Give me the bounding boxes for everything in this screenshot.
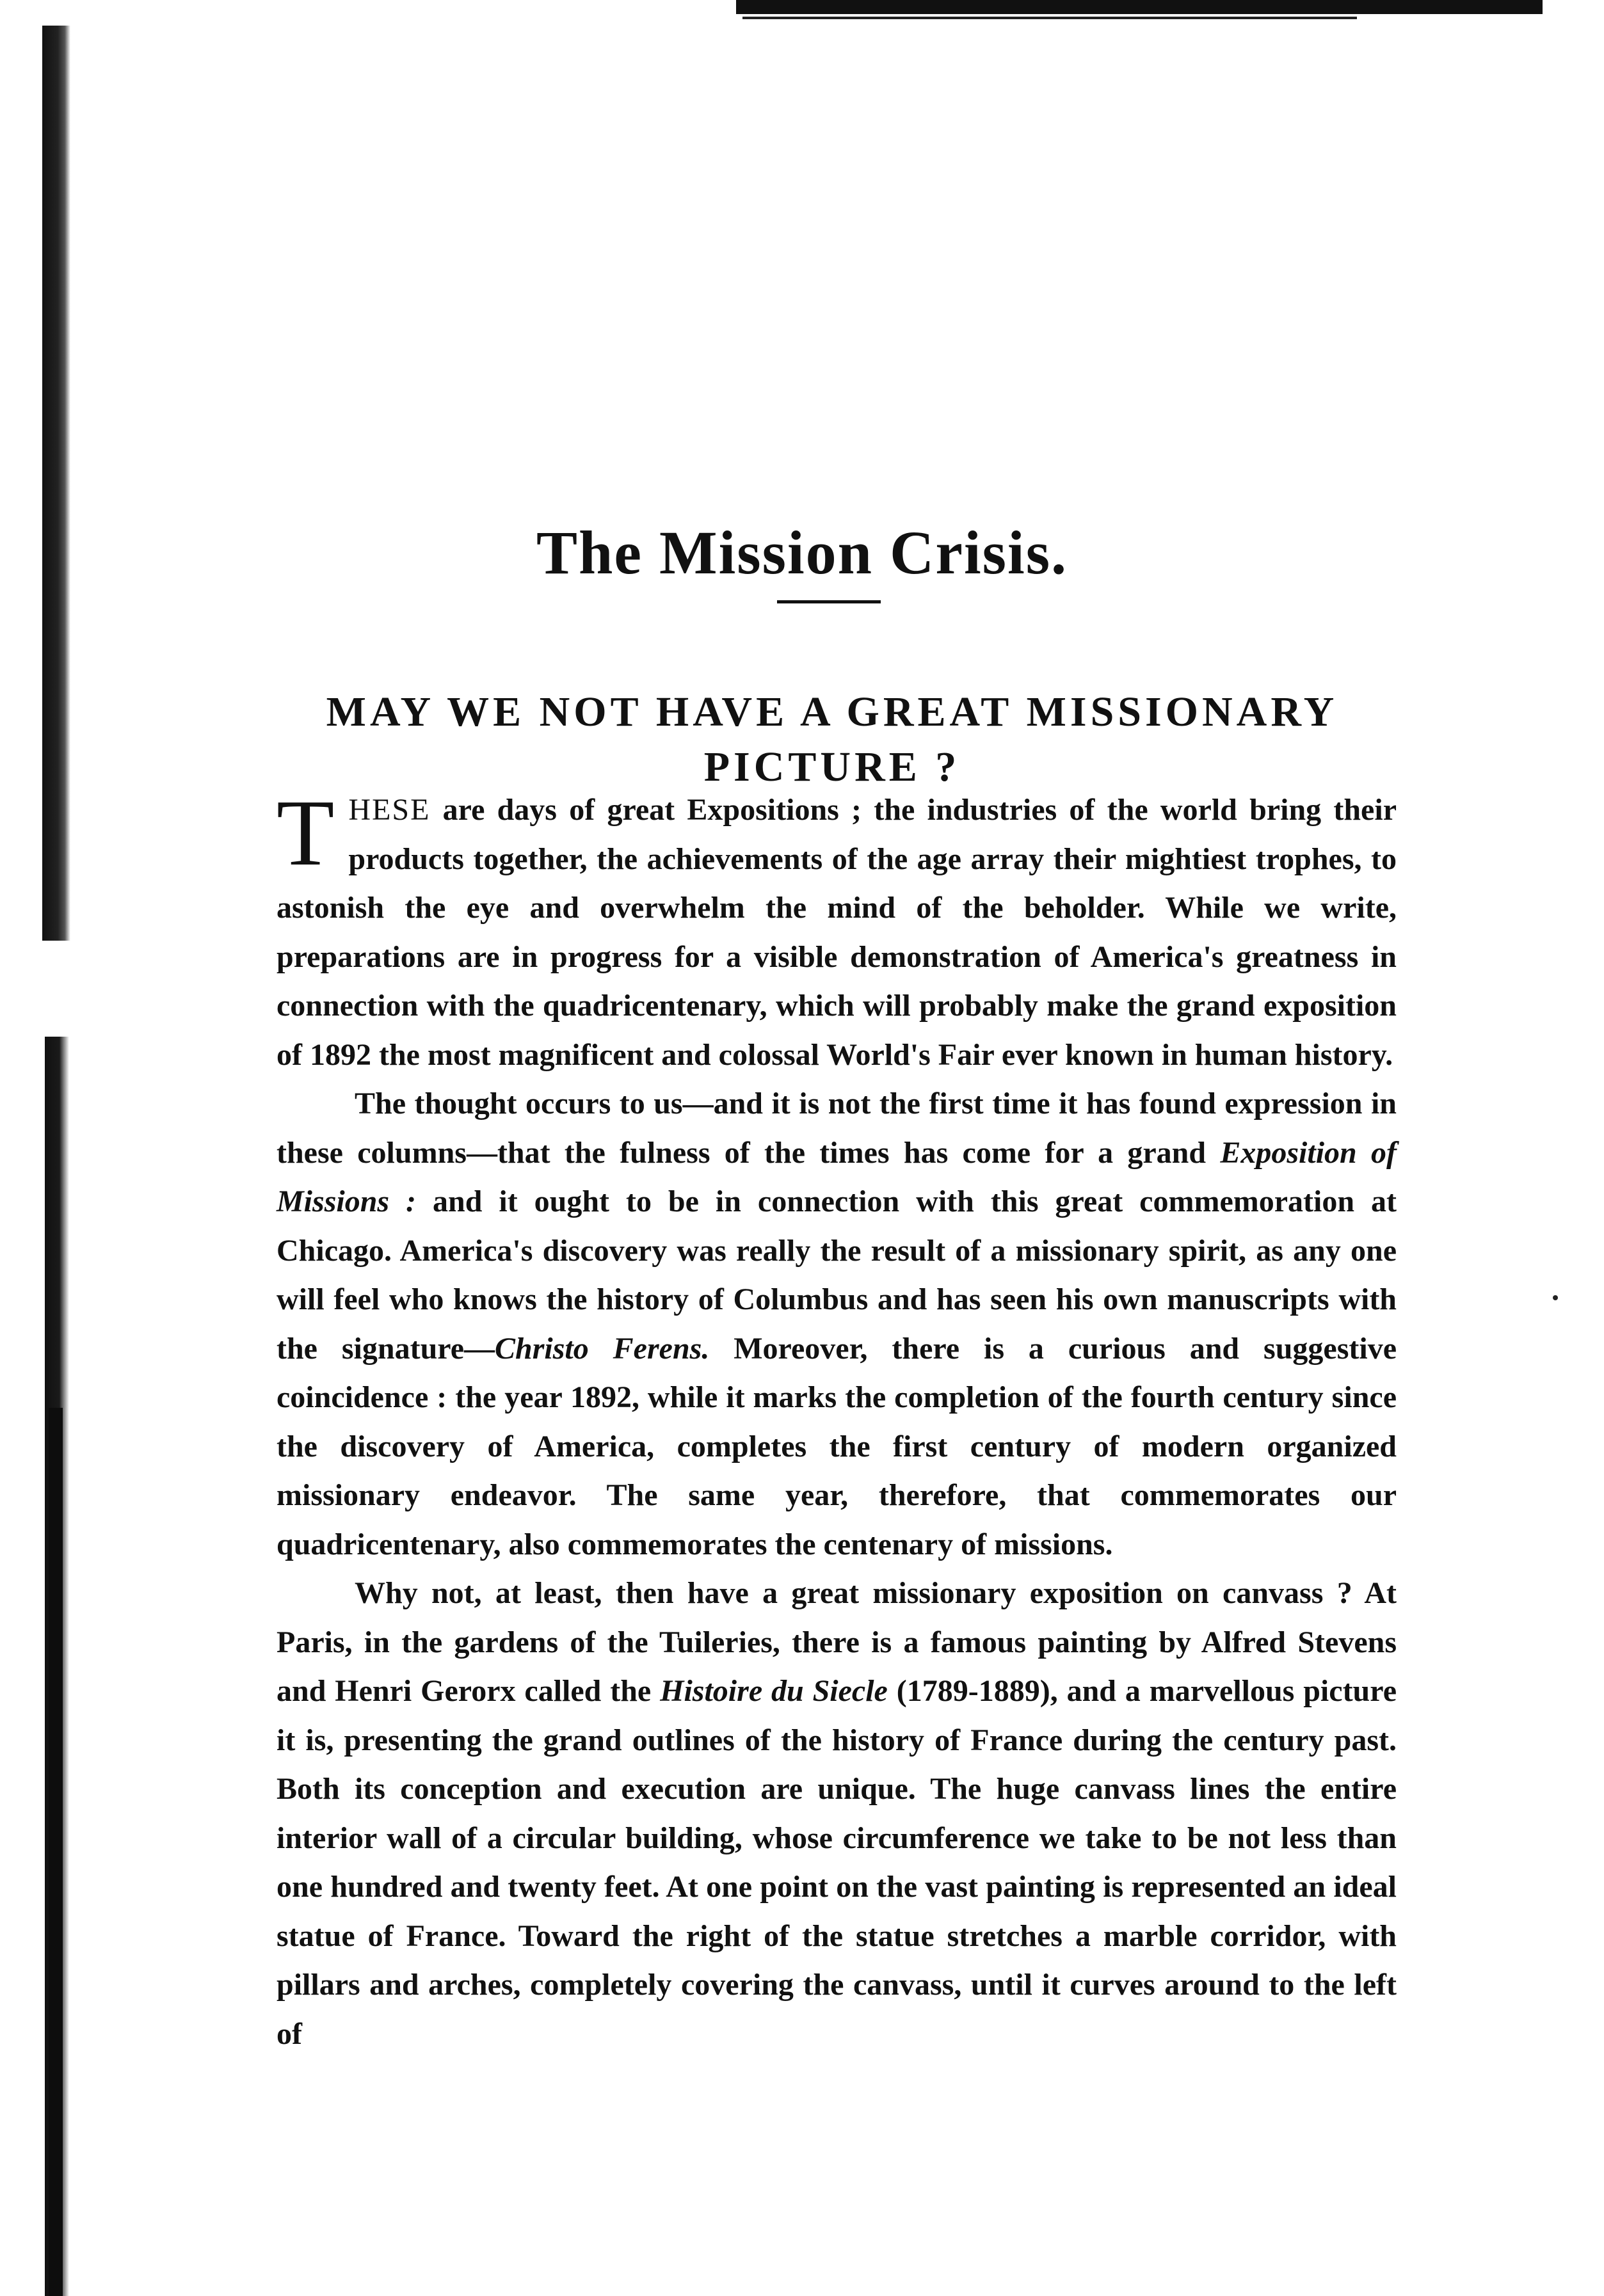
title-divider [777, 600, 881, 603]
paragraph-3 [277, 1569, 1397, 2059]
opening-word: HESE [348, 793, 431, 827]
article-body [277, 781, 1397, 2059]
article-subtitle: MAY WE NOT HAVE A GREAT MISSIONARY PICTURE ? [326, 688, 1338, 790]
paragraph-2-text: and it ought to be in connection with this great commemoration at Chicago. America's discovery was really the result of a missionary spirit, as any one will feel who knows the history of Columbus and has seen his own manuscripts with the signature— [277, 1184, 1397, 1366]
italic-phrase: Exposition of Missions : [277, 1135, 1397, 1218]
scan-top-edge-line [742, 17, 1357, 19]
italic-phrase: Histoire du Siecle [660, 1674, 888, 1708]
paragraph-3-text: Why not, at least, then have a great missionary exposition on canvass ? At Paris, in the gardens of the Tuileries, there is a famous painting by Alfred Stevens and Henri Gerorx called the [277, 1576, 1397, 1708]
paragraph-2-text: Moreover, there is a curious and suggestive coincidence : the year 1892, while it marks the completion of the fourth century since the discovery of America, completes the first century of modern organized missionary endeavor. The same year, therefore, that commemorates our quadricentenary, also commemorates the centenary of missions. [277, 1331, 1397, 1561]
italic-phrase: Christo Ferens. [495, 1331, 710, 1366]
paragraph-2-text: The thought occurs to us—and it is not the first time it has found expression in these columns—that the fulness of the times has come for a grand [277, 1087, 1397, 1170]
paragraph-1-text: are days of great Expositions ; the industries of the world bring their products together, the achievements of the age array their mightiest trophes, to astonish the eye and overwhelm the mind of the beholder. While we write, preparations are in progress for a visible demonstration of America's greatness in connection with the quadricentenary, which will probably make the grand exposition of 1892 the most magnificent and colossal World's Fair ever known in human history. [277, 793, 1397, 1072]
scan-binding-shadow [42, 26, 70, 941]
scan-top-edge [736, 0, 1543, 14]
paragraph-1 [277, 781, 1397, 1080]
scan-speck [1553, 1295, 1558, 1300]
paragraph-3-text: (1789-1889), and a marvellous picture it is, presenting the grand outlines of the history of France during the century past. Both its conception and execution are unique. The huge canvass lines the entire interior wall of a circular building, whose circumference we take to be not less than one hundred and twenty feet. At one point on the vast painting is represented an ideal statue of France. Toward the right of the statue stretches a marble corridor, with pillars and arches, completely covering the canvass, until it curves around to the left of [277, 1674, 1397, 2051]
paragraph-2 [277, 1080, 1397, 1569]
scan-binding-shadow [49, 1408, 63, 2296]
page-title: The Mission Crisis. [536, 518, 1068, 587]
drop-cap: T [277, 781, 335, 886]
